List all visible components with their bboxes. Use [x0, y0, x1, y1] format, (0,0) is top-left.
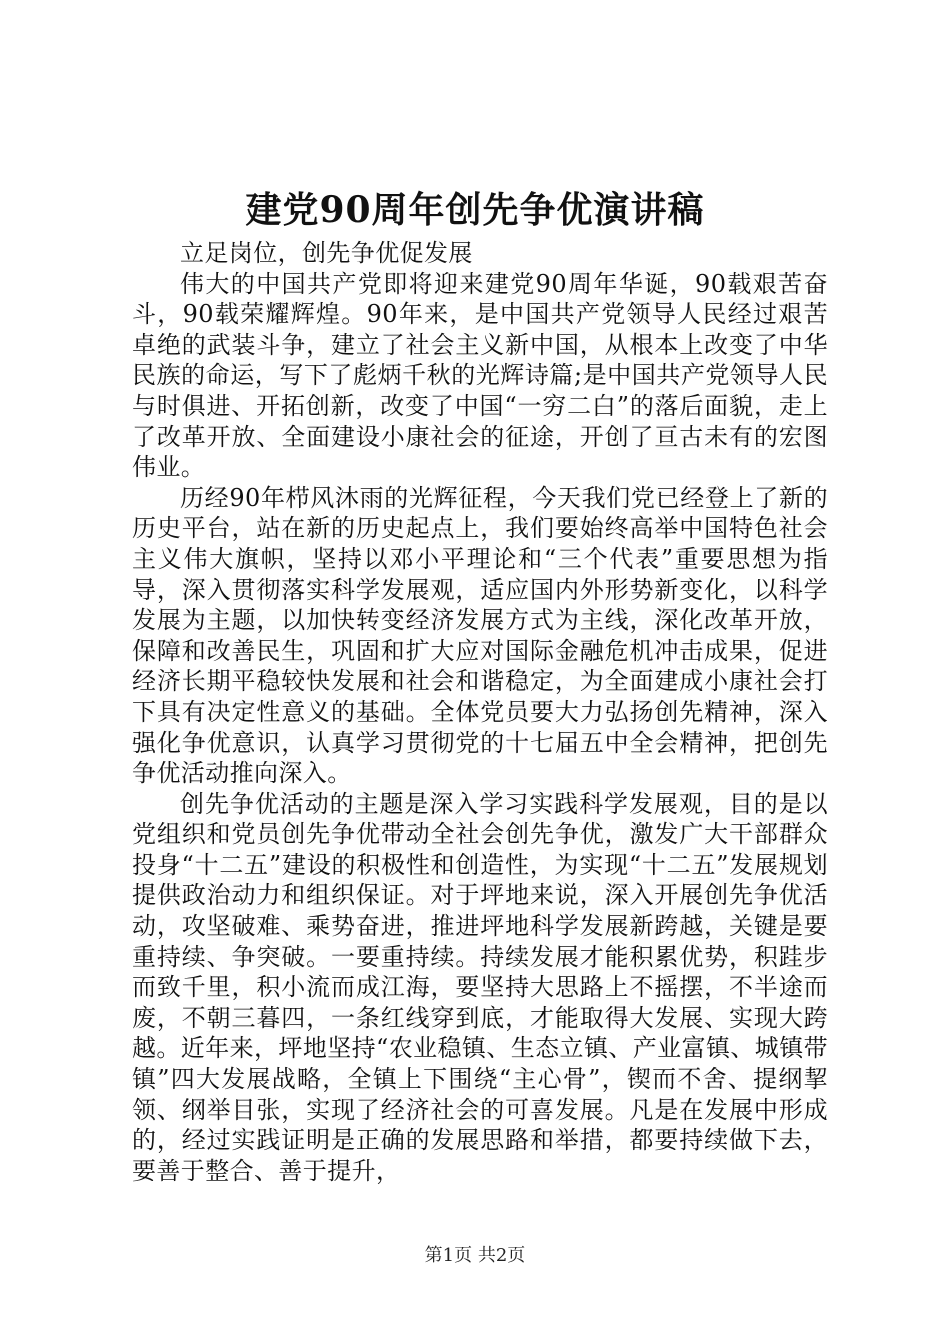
document-body	[132, 238, 828, 1186]
page-number-footer: 第1页 共2页	[424, 1245, 526, 1266]
document-title: 建党90周年创先争优演讲稿	[245, 189, 705, 231]
paragraph: 历经90年栉风沐雨的光辉征程，今天我们党已经登上了新的历史平台，站在新的历史起点上，我们要始终高举中国特色社会主义伟大旗帜，坚持以邓小平理论和“三个代表”重要思想为指导，深入贯彻落实科学发展观，适应国内外形势新变化，以科学发展为主题，以加快转变经济发展方式为主线，深化改革开放，保障和改善民生，巩固和扩大应对国际金融危机冲击成果，促进经济长期平稳较快发展和社会和谐稳定，为全面建成小康社会打下具有决定性意义的基础。全体党员要大力弘扬创先精神，深入强化争优意识，认真学习贯彻党的十七届五中全会精神，把创先争优活动推向深入。	[132, 483, 828, 788]
paragraph-subtitle: 立足岗位，创先争优促发展	[180, 239, 473, 267]
paragraph: 创先争优活动的主题是深入学习实践科学发展观，目的是以党组织和党员创先争优带动全社会创先争优，激发广大干部群众投身“十二五”建设的积极性和创造性，为实现“十二五”发展规划提供政治动力和组织保证。对于坪地来说，深入开展创先争优活动，攻坚破难、乘势奋进，推进坪地科学发展新跨越，关键是要重持续、争突破。一要重持续。持续发展才能积累优势，积跬步而致千里，积小流而成江海，要坚持大思路上不摇摆，不半途而废，不朝三暮四，一条红线穿到底，才能取得大发展、实现大跨越。近年来，坪地坚持“农业稳镇、生态立镇、产业富镇、城镇带镇”四大发展战略，全镇上下围绕“主心骨”，锲而不舍、提纲挈领、纲举目张，实现了经济社会的可喜发展。凡是在发展中形成的，经过实践证明是正确的发展思路和举措，都要持续做下去，要善于整合、善于提升，	[132, 789, 828, 1185]
paragraph: 伟大的中国共产党即将迎来建党90周年华诞，90载艰苦奋斗，90载荣耀辉煌。90年来，是中国共产党领导人民经过艰苦卓绝的武装斗争，建立了社会主义新中国，从根本上改变了中华民族的命运，写下了彪炳千秋的光辉诗篇;是中国共产党领导人民与时俱进、开拓创新，改变了中国“一穷二白”的落后面貌，走上了改革开放、全面建设小康社会的征途，开创了亘古未有的宏图伟业。	[132, 269, 828, 482]
